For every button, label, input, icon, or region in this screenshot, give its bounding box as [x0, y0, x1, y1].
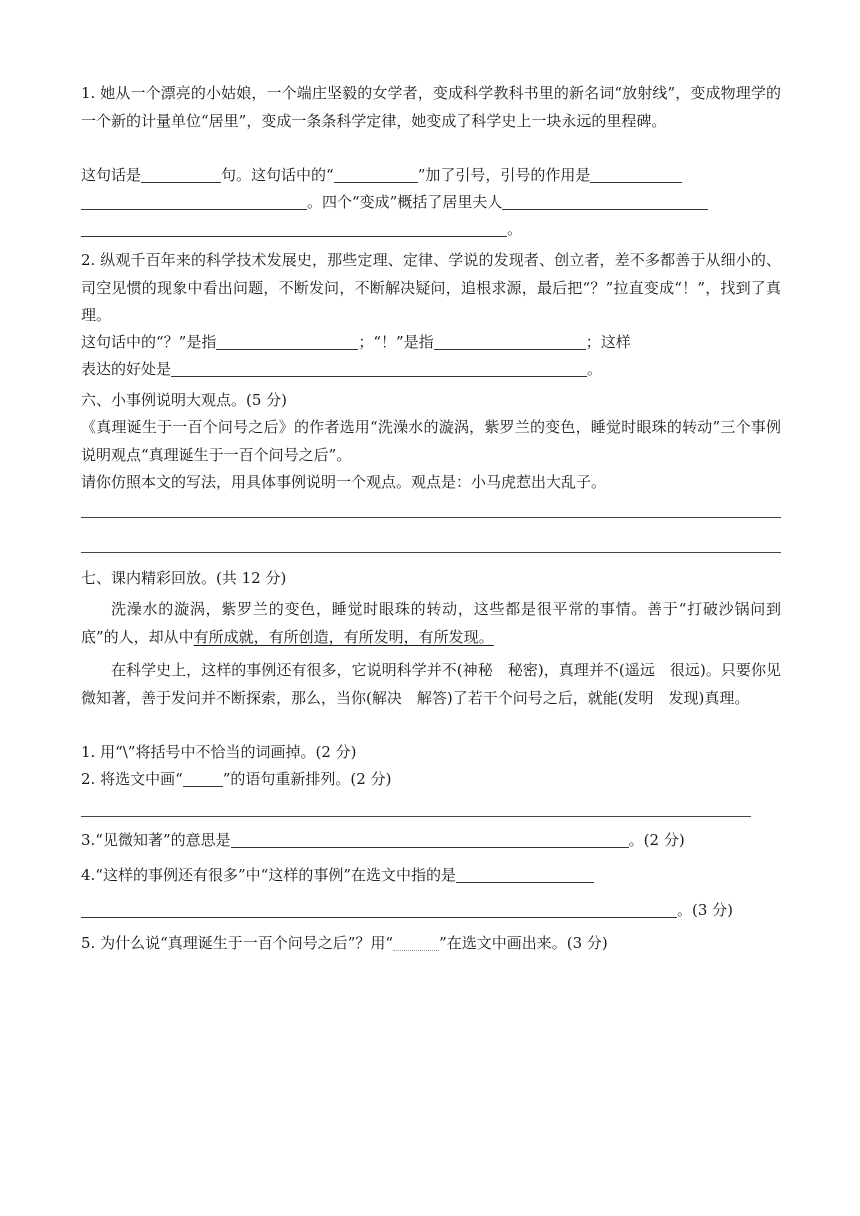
worksheet [81, 80, 781, 957]
dotted-line-sample [393, 934, 439, 951]
q1-blank-summary[interactable] [502, 193, 708, 210]
q1-answer-line-2: 。四个“变成”概括了居里夫人 [81, 189, 781, 216]
q1-answer-line-1: 这句话是 句。这句话中的“ ”加了引号，引号的作用是 [81, 162, 781, 189]
section-7-paragraph-2: 在科学史上，这样的事例还有很多，它说明科学并不(神秘 秘密)，真理并不(遥远 很远)。只要你见微知著，善于发问并不断探索，那么，当你(解决 解答)了若干个问号之后，就能(发明 发现)真理。 [81, 661, 781, 707]
section-7-q5: 5. 为什么说“真理诞生于一百个问号之后”？用“ ”在选文中画出来。(3 分) [81, 934, 608, 952]
q1-answer-line-3: 。 [81, 216, 781, 243]
section-7-q3-blank[interactable] [231, 831, 629, 848]
section-7-heading: 七、课内精彩回放。(共 12 分) [81, 569, 287, 587]
section-7-q4: 4.“这样的事例还有很多”中“这样的事例”在选文中指的是 [81, 862, 781, 889]
section-7-q4-blank-cont[interactable] [81, 901, 677, 918]
section-7-q3: 3.“见微知著”的意思是 。(2 分) [81, 831, 685, 849]
underlined-sentence: 有所成就，有所创造，有所发明，有所发现。 [193, 627, 494, 646]
q1-blank-quote-function-cont[interactable] [81, 193, 307, 210]
q1-blank-sentence-type[interactable] [141, 166, 221, 183]
q1-blank-summary-cont[interactable] [81, 220, 507, 237]
q1-blank-quoted-word[interactable] [334, 166, 418, 183]
section-7-q4-cont: 。(3 分) [81, 897, 781, 924]
q2-blank-benefit[interactable] [171, 360, 587, 377]
q2-passage: 2. 纵观千百年来的科学技术发展史，那些定理、定律、学说的发现者、创立者，差不多都善于从细小的、司空见惯的现象中看出问题，不断发问，不断解决疑问，追根求源，最后把“？”拉直变成“！”，找到了真理。 [81, 251, 781, 324]
section-6-task: 请你仿照本文的写法，用具体事例说明一个观点。观点是：小马虎惹出大乱子。 [81, 473, 607, 491]
q2-answer-line-1: 这句话中的“？”是指 ；“！”是指 ；这样 [81, 333, 631, 351]
section-6-intro: 《真理诞生于一百个问号之后》的作者选用“洗澡水的漩涡，紫罗兰的变色，睡觉时眼珠的转动”三个事例说明观点“真理诞生于一百个问号之后”。 [81, 418, 781, 464]
section-7-paragraph-1: 洗澡水的漩涡，紫罗兰的变色，睡觉时眼珠的转动，这些都是很平常的事情。善于“打破沙锅问到底”的人，却从中有所成就，有所创造，有所发明，有所发现。 [81, 600, 781, 646]
section-7-q1: 1. 用“\”将括号中不恰当的词画掉。(2 分) [81, 743, 357, 761]
q1-passage: 1. 她从一个漂亮的小姑娘，一个端庄坚毅的女学者，变成科学教科书里的新名词“放射线”，变成物理学的一个新的计量单位“居里”，变成一条条科学定律，她变成了科学史上一块永远的里程碑。 [81, 84, 781, 130]
underline-sample [183, 770, 223, 787]
q2-blank-exclamation[interactable] [434, 333, 586, 350]
q2-blank-question-mark[interactable] [216, 333, 358, 350]
section-7-q2: 2. 将选文中画“ ”的语句重新排列。(2 分) [81, 770, 392, 788]
q2-answer-line-2: 表达的好处是 。 [81, 360, 603, 378]
section-7-q4-blank[interactable] [456, 866, 594, 883]
section-6-heading: 六、小事例说明大观点。(5 分) [81, 391, 288, 409]
q1-blank-quote-function[interactable] [590, 166, 682, 183]
